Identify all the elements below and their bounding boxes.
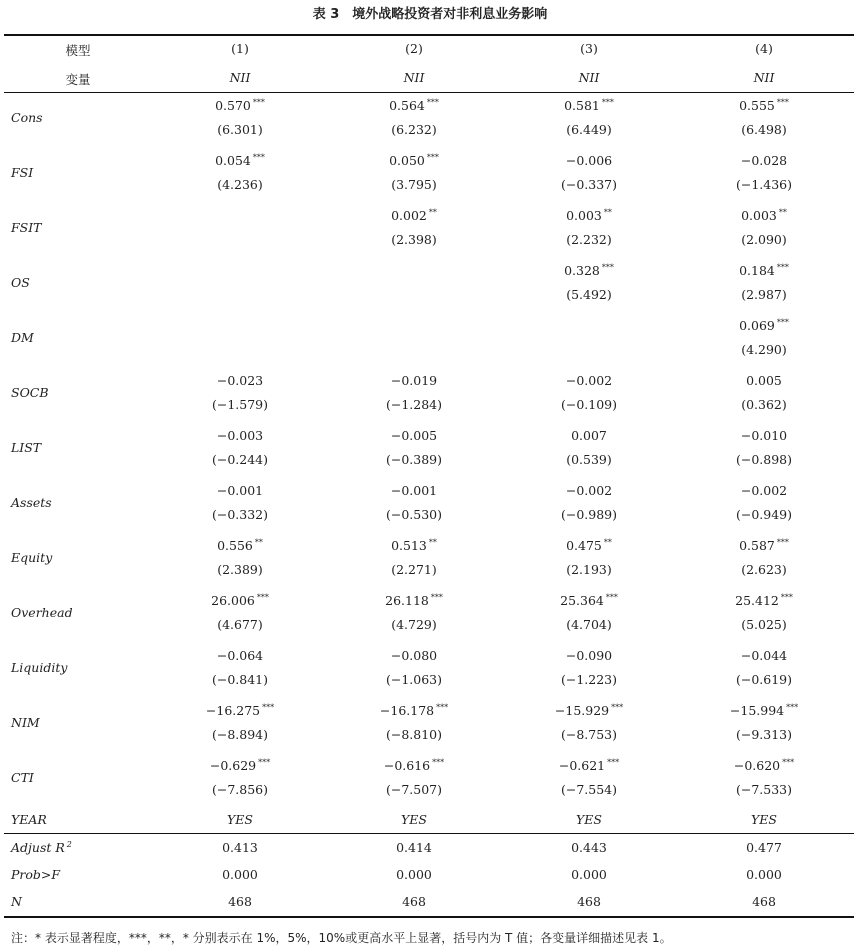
t-socb-3: (−0.109) [560,397,617,412]
coef-value: 0.007 [571,428,607,443]
header-variable-label: 变量 [65,72,91,87]
t-liquidity-1: (−0.841) [211,672,268,687]
coef-value: 0.003 [566,208,602,223]
significance-stars: *** [258,758,271,767]
year-4: YES [751,812,777,827]
significance-stars: ** [254,538,263,547]
coef-cons-1 [170,98,310,113]
coef-value: 26.118 [385,593,429,608]
coef-socb-4 [694,373,834,388]
coef-overhead-3 [519,593,659,608]
header-rule [4,92,854,93]
row-label-dm: DM [11,330,34,345]
t-liquidity-2: (−1.063) [385,672,442,687]
significance-stars: *** [256,593,269,602]
coef-value: 25.364 [560,593,604,608]
t-overhead-1: (4.677) [217,617,263,632]
coef-value: −0.023 [216,373,264,388]
row-label-assets: Assets [11,495,52,510]
significance-stars: *** [776,263,789,272]
coef-fsit-2 [344,208,484,223]
t-cons-1: (6.301) [217,122,263,137]
coef-fsi-2 [344,153,484,168]
coef-list-1 [170,428,310,443]
coef-list-2 [344,428,484,443]
coef-dm-4 [694,318,834,333]
coef-assets-3 [519,483,659,498]
significance-stars: *** [426,153,439,162]
t-cti-2: (−7.507) [385,782,442,797]
significance-stars: *** [426,98,439,107]
significance-stars: *** [430,593,443,602]
coef-equity-1 [170,538,310,553]
t-nim-2: (−8.810) [385,727,442,742]
coef-equity-3 [519,538,659,553]
coef-value: −0.620 [733,758,781,773]
t-cons-4: (6.498) [741,122,787,137]
t-nim-3: (−8.753) [560,727,617,742]
coef-value: 0.513 [391,538,427,553]
significance-stars: *** [782,758,795,767]
t-fsit-2: (2.398) [391,232,437,247]
row-label-stat-1 [11,840,72,855]
coef-value: 0.002 [391,208,427,223]
t-cti-1: (−7.856) [211,782,268,797]
significance-stars: ** [603,538,612,547]
header-model-2: (2) [405,41,423,56]
row-label-os: OS [11,275,30,290]
stat-superscript: 2 [66,840,72,849]
header-model-3: (3) [580,41,598,56]
coef-cti-3 [519,758,659,773]
coef-os-4 [694,263,834,278]
coef-cti-2 [344,758,484,773]
coef-value: −0.006 [565,153,613,168]
year-rule [4,833,854,834]
coef-value: 0.564 [389,98,425,113]
coef-value: 0.555 [739,98,775,113]
stat-name: Prob>F [11,867,61,882]
t-socb-1: (−1.579) [211,397,268,412]
coef-value: 0.003 [741,208,777,223]
coef-overhead-1 [170,593,310,608]
coef-value: 0.570 [215,98,251,113]
coef-assets-1 [170,483,310,498]
t-overhead-2: (4.729) [391,617,437,632]
stat-3-2: 468 [402,894,426,909]
significance-stars: *** [607,758,620,767]
significance-stars: *** [780,593,793,602]
significance-stars: ** [603,208,612,217]
stat-1-1: 0.413 [222,840,258,855]
header-model-label: 模型 [65,43,91,58]
significance-stars: *** [611,703,624,712]
coef-value: 0.069 [739,318,775,333]
coef-value: −0.044 [740,648,788,663]
coef-cons-4 [694,98,834,113]
coef-value: −0.019 [390,373,438,388]
t-os-4: (2.987) [741,287,787,302]
t-list-4: (−0.898) [735,452,792,467]
coef-value: −0.616 [383,758,431,773]
coef-overhead-2 [344,593,484,608]
t-cti-4: (−7.533) [735,782,792,797]
coef-value: −0.028 [740,153,788,168]
stat-name: N [11,894,22,909]
row-label-overhead: Overhead [11,605,73,620]
coef-value: −15.994 [729,703,785,718]
coef-os-3 [519,263,659,278]
significance-stars: *** [776,318,789,327]
stat-3-3: 468 [577,894,601,909]
coef-liquidity-2 [344,648,484,663]
row-label-liquidity: Liquidity [11,660,68,675]
coef-equity-2 [344,538,484,553]
coef-cons-2 [344,98,484,113]
coef-nim-4 [694,703,834,718]
t-socb-4: (0.362) [741,397,787,412]
stat-2-4: 0.000 [746,867,782,882]
significance-stars: ** [428,208,437,217]
coef-value: −15.929 [554,703,610,718]
coef-value: 0.581 [564,98,600,113]
coef-socb-3 [519,373,659,388]
t-fsit-3: (2.232) [566,232,612,247]
t-assets-2: (−0.530) [385,507,442,522]
header-dependent-3: NII [578,70,600,85]
coef-list-3 [519,428,659,443]
coef-value: −0.001 [390,483,438,498]
coef-value: −0.621 [558,758,606,773]
t-liquidity-3: (−1.223) [560,672,617,687]
stat-1-2: 0.414 [396,840,432,855]
t-liquidity-4: (−0.619) [735,672,792,687]
row-label-stat-2 [11,867,60,882]
row-label-equity: Equity [11,550,53,565]
coef-value: 0.328 [564,263,600,278]
significance-stars: *** [252,153,265,162]
significance-stars: *** [252,98,265,107]
header-model-4: (4) [755,41,773,56]
t-fsi-2: (3.795) [391,177,437,192]
coef-value: 0.587 [739,538,775,553]
stat-1-3: 0.443 [571,840,607,855]
coef-overhead-4 [694,593,834,608]
t-list-3: (0.539) [566,452,612,467]
table-note: 注：* 表示显著程度，***，**，* 分别表示在 1%，5%，10%或更高水平上显著，括号内为 T 值；各变量详细描述见表 1。 [11,931,672,945]
table-title: 表 3 境外战略投资者对非利息业务影响 [312,7,548,22]
t-equity-4: (2.623) [741,562,787,577]
row-label-fsit: FSIT [11,220,42,235]
header-dependent-2: NII [403,70,425,85]
year-2: YES [401,812,427,827]
coef-fsi-4 [694,153,834,168]
stat-2-2: 0.000 [396,867,432,882]
t-dm-4: (4.290) [741,342,787,357]
t-nim-1: (−8.894) [211,727,268,742]
coef-socb-1 [170,373,310,388]
row-label-fsi: FSI [11,165,34,180]
t-nim-4: (−9.313) [735,727,792,742]
row-label-cons: Cons [11,110,43,125]
coef-nim-2 [344,703,484,718]
t-cons-3: (6.449) [566,122,612,137]
coef-value: 25.412 [735,593,779,608]
stat-name: Adjust R [11,840,65,855]
stat-2-1: 0.000 [222,867,258,882]
stat-2-3: 0.000 [571,867,607,882]
coef-value: 26.006 [211,593,255,608]
t-equity-3: (2.193) [566,562,612,577]
coef-cti-1 [170,758,310,773]
t-cons-2: (6.232) [391,122,437,137]
coef-value: −0.629 [209,758,257,773]
coef-value: −0.005 [390,428,438,443]
row-label-year: YEAR [11,812,47,827]
coef-nim-3 [519,703,659,718]
coef-fsit-4 [694,208,834,223]
coef-fsi-1 [170,153,310,168]
coef-value: −0.003 [216,428,264,443]
t-equity-1: (2.389) [217,562,263,577]
significance-stars: *** [786,703,799,712]
coef-liquidity-3 [519,648,659,663]
coef-equity-4 [694,538,834,553]
coef-cons-3 [519,98,659,113]
top-rule [4,34,854,36]
t-assets-4: (−0.949) [735,507,792,522]
t-assets-3: (−0.989) [560,507,617,522]
row-label-cti: CTI [11,770,34,785]
year-3: YES [576,812,602,827]
coef-value: −16.178 [379,703,435,718]
coef-assets-4 [694,483,834,498]
significance-stars: *** [601,263,614,272]
coef-socb-2 [344,373,484,388]
bottom-rule [4,916,854,918]
row-label-socb: SOCB [11,385,49,400]
coef-value: 0.475 [566,538,602,553]
coef-value: 0.050 [389,153,425,168]
row-label-stat-3 [11,894,22,909]
coef-value: 0.005 [746,373,782,388]
coef-value: −0.064 [216,648,264,663]
t-socb-2: (−1.284) [385,397,442,412]
coef-list-4 [694,428,834,443]
coef-value: 0.556 [217,538,253,553]
t-overhead-4: (5.025) [741,617,787,632]
coef-value: 0.184 [739,263,775,278]
significance-stars: *** [262,703,275,712]
t-list-2: (−0.389) [385,452,442,467]
significance-stars: *** [776,98,789,107]
coef-liquidity-1 [170,648,310,663]
coef-assets-2 [344,483,484,498]
year-1: YES [227,812,253,827]
t-list-1: (−0.244) [211,452,268,467]
coef-fsi-3 [519,153,659,168]
t-overhead-3: (4.704) [566,617,612,632]
coef-cti-4 [694,758,834,773]
coef-value: −16.275 [205,703,261,718]
coef-value: −0.010 [740,428,788,443]
t-os-3: (5.492) [566,287,612,302]
header-dependent-1: NII [229,70,251,85]
significance-stars: *** [432,758,445,767]
coef-value: −0.090 [565,648,613,663]
significance-stars: *** [601,98,614,107]
significance-stars: *** [605,593,618,602]
significance-stars: ** [778,208,787,217]
coef-value: −0.002 [565,483,613,498]
header-model-1: (1) [231,41,249,56]
coef-value: −0.002 [740,483,788,498]
significance-stars: *** [776,538,789,547]
stat-3-4: 468 [752,894,776,909]
row-label-nim: NIM [11,715,40,730]
significance-stars: *** [436,703,449,712]
t-cti-3: (−7.554) [560,782,617,797]
coef-value: −0.001 [216,483,264,498]
t-assets-1: (−0.332) [211,507,268,522]
header-dependent-4: NII [753,70,775,85]
coef-value: −0.080 [390,648,438,663]
significance-stars: ** [428,538,437,547]
coef-value: 0.054 [215,153,251,168]
row-label-list: LIST [11,440,42,455]
t-fsi-3: (−0.337) [560,177,617,192]
t-fsi-1: (4.236) [217,177,263,192]
t-equity-2: (2.271) [391,562,437,577]
coef-value: −0.002 [565,373,613,388]
coef-liquidity-4 [694,648,834,663]
stat-3-1: 468 [228,894,252,909]
coef-nim-1 [170,703,310,718]
t-fsit-4: (2.090) [741,232,787,247]
t-fsi-4: (−1.436) [735,177,792,192]
coef-fsit-3 [519,208,659,223]
stat-1-4: 0.477 [746,840,782,855]
